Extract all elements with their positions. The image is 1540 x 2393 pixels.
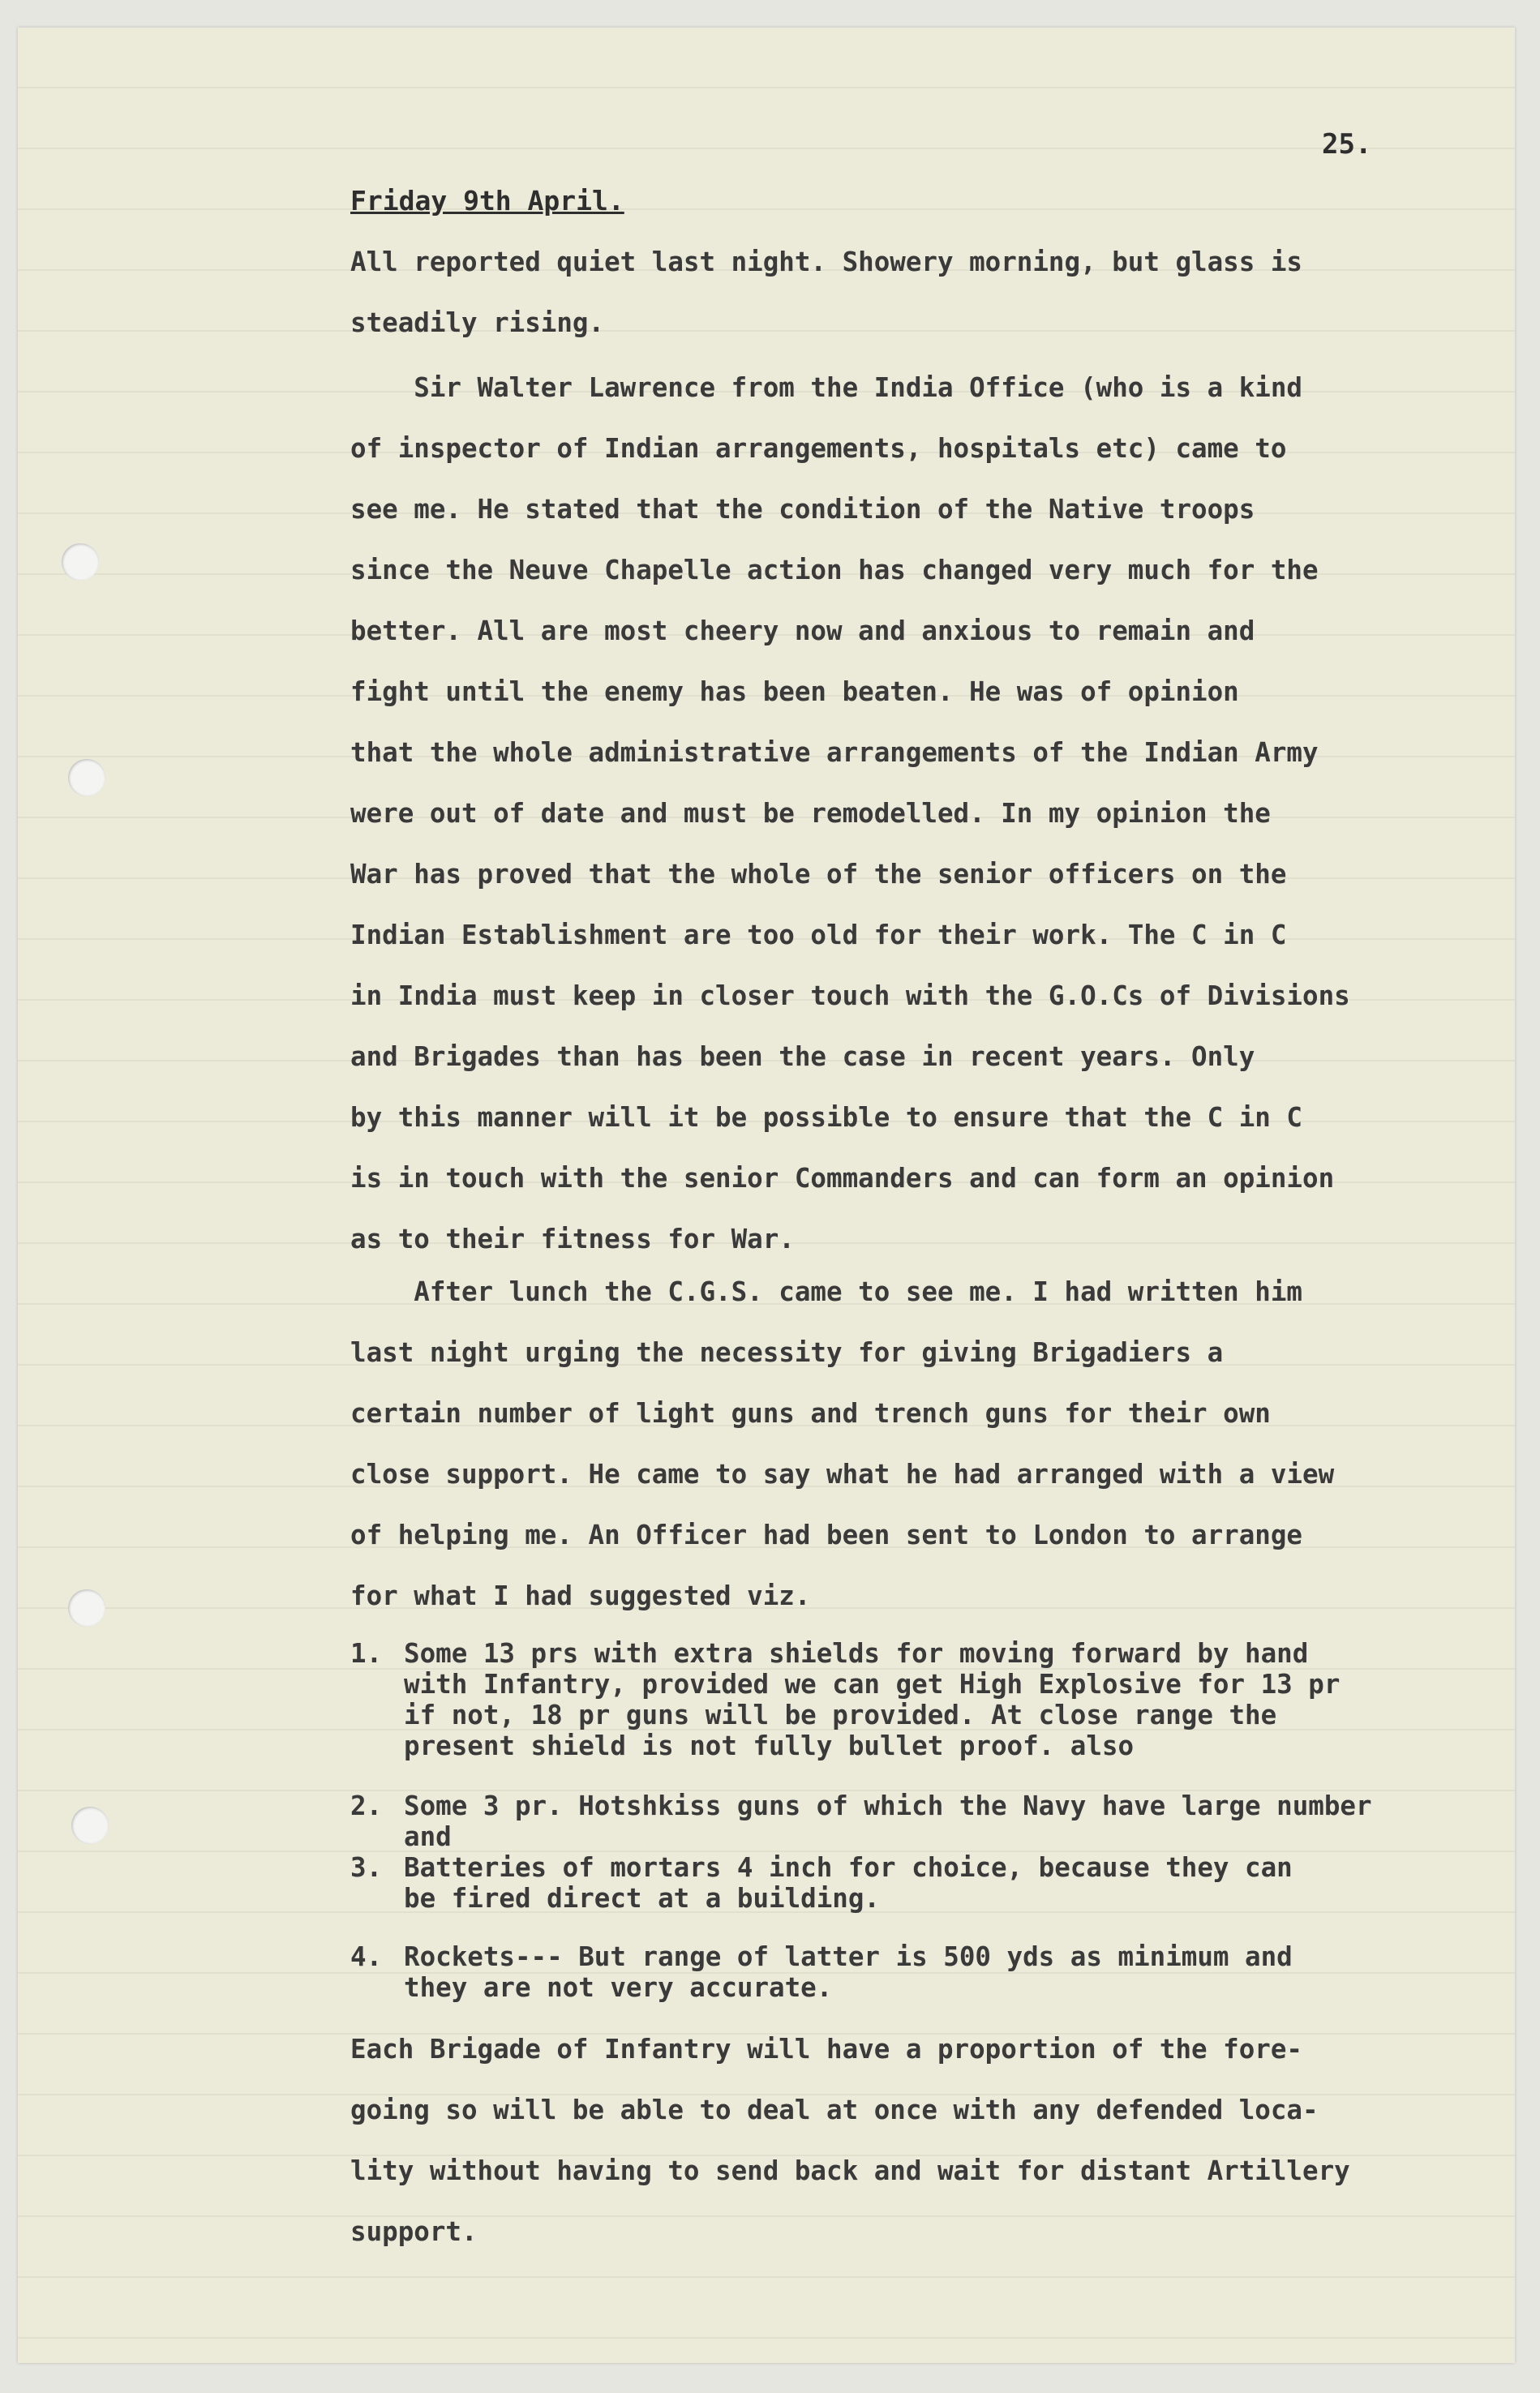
- text-line: that the whole administrative arrangements of the Indian Army: [350, 737, 1319, 768]
- text-line: steadily rising.: [350, 307, 605, 338]
- list-line: Batteries of mortars 4 inch for choice, because they can: [404, 1852, 1293, 1883]
- punch-hole: [62, 543, 99, 581]
- text-line: After lunch the C.G.S. came to see me. I had written him: [350, 1276, 1302, 1307]
- list-line: they are not very accurate.: [404, 1972, 833, 2003]
- punch-hole: [68, 1589, 105, 1627]
- text-line: in India must keep in closer touch with the G.O.Cs of Divisions: [350, 980, 1350, 1011]
- text-line: and Brigades than has been the case in recent years. Only: [350, 1041, 1255, 1072]
- punch-hole: [68, 759, 105, 796]
- text-line: Sir Walter Lawrence from the India Office (who is a kind: [350, 372, 1302, 403]
- text-line: as to their fitness for War.: [350, 1224, 795, 1254]
- list-line: with Infantry, provided we can get High Explosive for 13 pr: [404, 1669, 1341, 1700]
- text-line: lity without having to send back and wait for distant Artillery: [350, 2155, 1350, 2186]
- date-heading: Friday 9th April.: [350, 185, 624, 217]
- list-line: Rockets--- But range of latter is 500 yds as minimum and: [404, 1941, 1293, 1972]
- text-line: support.: [350, 2216, 478, 2247]
- text-line: War has proved that the whole of the senior officers on the: [350, 859, 1287, 890]
- text-line: by this manner will it be possible to ensure that the C in C: [350, 1102, 1302, 1133]
- list-line: Some 3 pr. Hotshkiss guns of which the Navy have large number: [404, 1790, 1372, 1821]
- list-item: [350, 1941, 1293, 2003]
- list-number: 4.: [350, 1941, 383, 1972]
- text-line: see me. He stated that the condition of the Native troops: [350, 494, 1255, 525]
- text-line: Each Brigade of Infantry will have a proportion of the fore-: [350, 2034, 1302, 2065]
- list-line: and: [404, 1821, 452, 1852]
- text-line: going so will be able to deal at once with any defended loca-: [350, 2095, 1319, 2125]
- text-line: certain number of light guns and trench guns for their own: [350, 1398, 1271, 1429]
- text-line: last night urging the necessity for giving Brigadiers a: [350, 1337, 1224, 1368]
- list-item: [350, 1852, 1293, 1914]
- list-line: Some 13 prs with extra shields for moving forward by hand: [404, 1638, 1309, 1669]
- text-line: of helping me. An Officer had been sent to London to arrange: [350, 1520, 1302, 1550]
- text-line: for what I had suggested viz.: [350, 1580, 811, 1611]
- list-number: 3.: [350, 1852, 383, 1883]
- text-line: is in touch with the senior Commanders and can form an opinion: [350, 1163, 1335, 1194]
- text-line: of inspector of Indian arrangements, hospitals etc) came to: [350, 433, 1287, 464]
- text-line: All reported quiet last night. Showery morning, but glass is: [350, 247, 1302, 277]
- text-line: fight until the enemy has been beaten. He was of opinion: [350, 676, 1239, 707]
- list-line: be fired direct at a building.: [404, 1883, 880, 1914]
- text-line: were out of date and must be remodelled. In my opinion the: [350, 798, 1271, 829]
- punch-hole: [71, 1807, 109, 1844]
- page-number: 25.: [1322, 128, 1372, 161]
- text-line: better. All are most cheery now and anxious to remain and: [350, 615, 1255, 646]
- text-line: since the Neuve Chapelle action has changed very much for the: [350, 555, 1319, 585]
- text-line: Indian Establishment are too old for their work. The C in C: [350, 920, 1287, 950]
- text-line: close support. He came to say what he had arranged with a view: [350, 1459, 1335, 1490]
- list-item: [350, 1790, 1372, 1852]
- list-line: present shield is not fully bullet proof. also: [404, 1730, 1135, 1761]
- list-number: 1.: [350, 1638, 383, 1669]
- list-number: 2.: [350, 1790, 383, 1821]
- list-line: if not, 18 pr guns will be provided. At close range the: [404, 1700, 1277, 1730]
- list-item: [350, 1638, 1340, 1761]
